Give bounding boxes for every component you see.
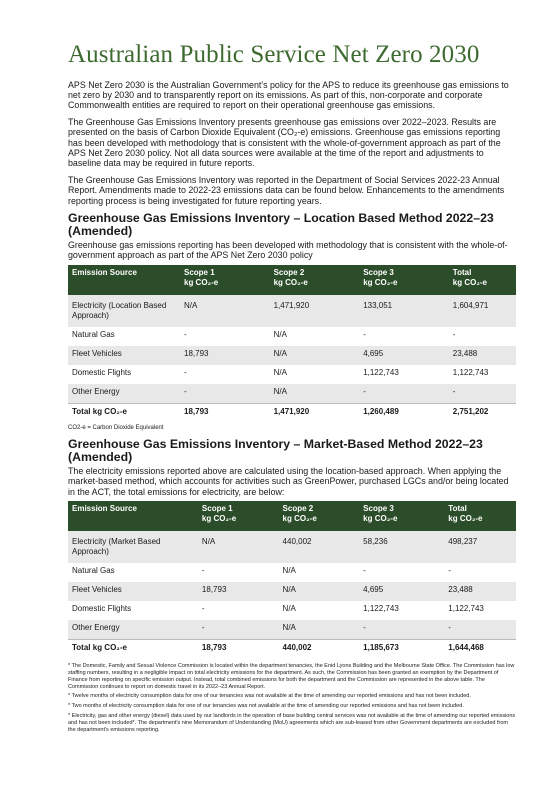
table-header-row	[68, 501, 516, 531]
value-cell: 18,793	[198, 640, 279, 660]
value-cell: 23,488	[449, 346, 516, 365]
total-row	[68, 403, 516, 423]
table-row	[68, 620, 516, 640]
value-cell: N/A	[270, 365, 360, 384]
table-row	[68, 531, 516, 563]
emission-source-cell: Natural Gas	[68, 327, 180, 346]
table-row	[68, 601, 516, 620]
value-cell: -	[444, 563, 516, 582]
value-cell: -	[449, 384, 516, 404]
value-cell: N/A	[270, 327, 360, 346]
value-cell: 1,122,743	[444, 601, 516, 620]
footnote: * Two months of electricity consumption data for one of our tenancies was not available at the time of amending our reported emissions and has not been included.	[68, 703, 464, 710]
table-row	[68, 384, 516, 404]
value-cell: 1,471,920	[270, 403, 360, 423]
market-table	[68, 501, 516, 659]
value-cell: N/A	[180, 295, 270, 327]
value-cell: -	[444, 620, 516, 640]
column-header: Emission Source	[72, 504, 137, 514]
total-row	[68, 640, 516, 660]
value-cell: 1,122,743	[359, 601, 444, 620]
table-row	[68, 327, 516, 346]
intro-paragraph: The Greenhouse Gas Emissions Inventory presents greenhouse gas emissions over 2022–2023. Results are presented on the basis of Carbon Dioxide Equivalent (CO₂-e) emissions. Greenhouse gas emissions reporting has been developed with methodology that is consistent with the whole-of-government approach as part of the APS Net Zero 2030 policy. Not all data sources were available at the time of the report and adjustments to baseline data may be required in future reports.	[68, 116, 501, 169]
emission-source-cell: Other Energy	[68, 384, 180, 404]
value-cell: N/A	[279, 620, 360, 640]
market-heading: Greenhouse Gas Emissions Inventory – Market-Based Method 2022–23 (Amended)	[68, 436, 483, 464]
footnotes	[68, 663, 516, 733]
value-cell: 18,793	[180, 346, 270, 365]
value-cell: 1,260,489	[359, 403, 449, 423]
value-cell: -	[180, 384, 270, 404]
value-cell: 1,185,673	[359, 640, 444, 660]
value-cell: 4,695	[359, 582, 444, 601]
location-table	[68, 265, 516, 423]
column-header: Scope 1 kg CO₂-e	[201, 504, 237, 524]
value-cell: N/A	[279, 563, 360, 582]
value-cell: 1,122,743	[359, 365, 449, 384]
column-header: Emission Source	[72, 267, 137, 277]
value-cell: -	[198, 601, 279, 620]
value-cell: N/A	[279, 601, 360, 620]
value-cell: 440,002	[279, 640, 360, 660]
table-row	[68, 295, 516, 327]
value-cell: 1,122,743	[449, 365, 516, 384]
emission-source-cell: Electricity (Market Based Approach)	[68, 531, 198, 563]
table-row	[68, 563, 516, 582]
location-intro: Greenhouse gas emissions reporting has been developed with methodology that is consistent with the whole-of-government approach as part of the APS Net Zero 2030 policy	[68, 239, 508, 261]
value-cell: 133,051	[359, 295, 449, 327]
emission-source-cell: Fleet Vehicles	[68, 346, 180, 365]
emission-source-cell: Natural Gas	[68, 563, 198, 582]
value-cell: 1,471,920	[270, 295, 360, 327]
column-header: Scope 1 kg CO₂-e	[184, 267, 219, 287]
table-row	[68, 346, 516, 365]
value-cell: N/A	[270, 346, 360, 365]
intro-paragraph: APS Net Zero 2030 is the Australian Government's policy for the APS to reduce its greenhouse gas emissions to net zero by 2030 and to transparently report on its emissions. As part of this, non-corporate and corporate Commonwealth entities are required to report on their operational greenhouse gas emissions.	[68, 79, 509, 111]
column-header: Scope 2 kg CO₂-e	[282, 504, 317, 524]
emission-source-cell: Total kg CO₂-e	[68, 403, 180, 423]
value-cell: -	[359, 563, 444, 582]
table-note: CO2-e = Carbon Dioxide Equivalent	[68, 424, 164, 431]
value-cell: -	[198, 563, 279, 582]
market-intro: The electricity emissions reported above are calculated using the location-based approach. When applying the market-based method, which accounts for activities such as GreenPower, purchased LGCs and/or being located in the ACT, the total emissions for electricity, are below:	[68, 465, 509, 497]
column-header: Scope 2 kg CO₂-e	[273, 267, 308, 287]
location-heading: Greenhouse Gas Emissions Inventory – Location Based Method 2022–23 (Amended)	[68, 210, 494, 238]
table-row	[68, 582, 516, 601]
emission-source-cell: Fleet Vehicles	[68, 582, 198, 601]
emission-source-cell: Other Energy	[68, 620, 198, 640]
value-cell: -	[359, 384, 449, 404]
value-cell: -	[198, 620, 279, 640]
column-header: Total kg CO₂-e	[448, 504, 483, 524]
value-cell: 1,644,468	[444, 640, 516, 660]
value-cell: 4,695	[359, 346, 449, 365]
column-header: Scope 3 kg CO₂-e	[363, 267, 398, 287]
value-cell: -	[180, 365, 270, 384]
table-header-row	[68, 265, 516, 295]
value-cell: 440,002	[279, 531, 360, 563]
column-header: Scope 3 kg CO₂-e	[363, 504, 398, 524]
emission-source-cell: Electricity (Location Based Approach)	[68, 295, 180, 327]
value-cell: 498,237	[444, 531, 516, 563]
value-cell: -	[449, 327, 516, 346]
value-cell: 58,236	[359, 531, 444, 563]
footnote: * The Domestic, Family and Sexual Violence Commission is located within the department tenancies, the Enid Lyons Building and the Melbourne State Office. The Commission has low staffing numbers, resulting in a negligible impact on total electricity emissions for the department. As such, the Commission has been granted an exemption by the Department of Finance from reporting on specific emission output. Instead, total combined emissions for both the department and the Commission are represented in the above table. The Commission continues to report on domestic travel in its 2022–23 Annual Report.	[68, 663, 515, 690]
emission-source-cell: Total kg CO₂-e	[68, 640, 198, 660]
value-cell: N/A	[198, 531, 279, 563]
value-cell: -	[359, 327, 449, 346]
value-cell: 1,604,971	[449, 295, 516, 327]
page-title: Australian Public Service Net Zero 2030	[68, 41, 480, 68]
value-cell: N/A	[279, 582, 360, 601]
value-cell: 18,793	[198, 582, 279, 601]
footnote: * Twelve months of electricity consumption data for one of our tenancies was not available at the time of amending our reported emissions and has not been included.	[68, 693, 471, 700]
value-cell: 2,751,202	[449, 403, 516, 423]
value-cell: 18,793	[180, 403, 270, 423]
value-cell: 23,488	[444, 582, 516, 601]
value-cell: -	[180, 327, 270, 346]
intro-paragraph: The Greenhouse Gas Emissions Inventory was reported in the Department of Social Services 2022-23 Annual Report. Amendments made to 2022-23 emissions data can be found below. Enhancements to the amendments reporting process is being investigated for future reporting years.	[68, 174, 505, 206]
value-cell: -	[359, 620, 444, 640]
footnote: * Electricity, gas and other energy (diesel) data used by our landlords in the operation of base building central services was not available at the time of amending our reported emissions and has not been included*. The department's nine Memorandum of Understanding (MoU) agreements which are sub-leased from other Government departments are excluded from the department's emissions reporting.	[68, 712, 516, 733]
emission-source-cell: Domestic Flights	[68, 601, 198, 620]
table-row	[68, 365, 516, 384]
value-cell: N/A	[270, 384, 360, 404]
column-header: Total kg CO₂-e	[452, 267, 488, 287]
emission-source-cell: Domestic Flights	[68, 365, 180, 384]
